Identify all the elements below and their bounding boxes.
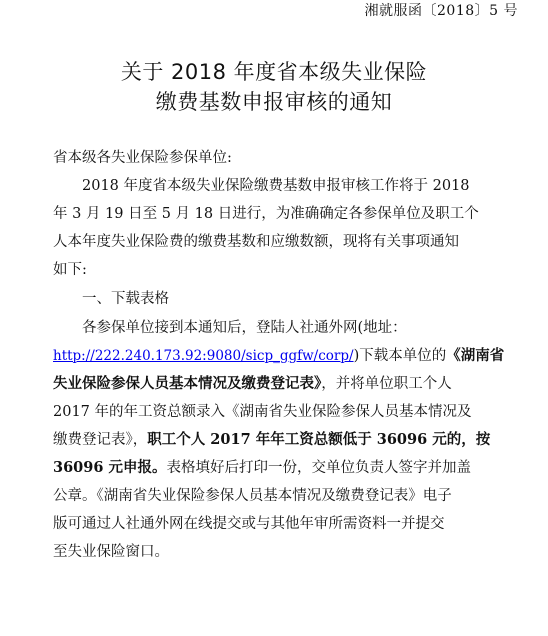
paragraph-2-line-2-text: )下载本单位的 (353, 348, 447, 364)
paragraph-2-line-7: 公章。《湖南省失业保险参保人员基本情况及缴费登记表》电子 (53, 488, 452, 504)
salary-threshold-bold: 职工个人 2017 年年工资总额低于 36096 元的，按 (147, 431, 491, 448)
title-line-1: 关于 2018 年度省本级失业保险 (120, 60, 428, 84)
paragraph-1-line-3: 人本年度失业保险费的缴费基数和应缴数额，现将有关事项通知 (53, 234, 459, 250)
title-line-2: 缴费基数申报审核的通知 (155, 90, 393, 114)
form-name-bold-start: 《湖南省 (446, 347, 505, 364)
paragraph-2-line-5 (53, 430, 490, 450)
salary-threshold-bold-end: 36096 元申报。 (53, 459, 167, 476)
paragraph-2-line-5-text: 缴费登记表》， (53, 432, 148, 448)
section-heading-download: 一、下载表格 (82, 291, 169, 307)
paragraph-2-line-9: 至失业保险窗口。 (53, 544, 169, 560)
paragraph-2-line-8: 版可通过人社通外网在线提交或与其他年审所需资料一并提交 (53, 516, 445, 532)
paragraph-2-line-3-text: ，并将单位职工个人 (321, 376, 452, 392)
paragraph-2-line-6-text: 表格填好后打印一份，交单位负责人签字并加盖 (166, 460, 471, 476)
paragraph-2-line-4: 2017 年的年工资总额录入《湖南省失业保险参保人员基本情况及 (53, 404, 472, 420)
paragraph-1-line-2: 年 3 月 19 日至 5 月 18 日进行，为准确确定各参保单位及职工个 (53, 206, 479, 222)
paragraph-2-line-6 (53, 458, 471, 478)
salutation: 省本级各失业保险参保单位: (53, 150, 232, 166)
form-name-bold-end: 失业保险参保人员基本情况及缴费登记表》 (53, 375, 322, 392)
paragraph-2-line-1: 各参保单位接到本通知后，登陆人社通外网(地址： (82, 320, 407, 336)
paragraph-1-line-1: 2018 年度省本级失业保险缴费基数申报审核工作将于 2018 (82, 178, 470, 194)
paragraph-2-line-3 (53, 374, 452, 394)
document-number: 湘就服函〔2018〕5 号 (364, 3, 518, 19)
download-url-link[interactable]: http://222.240.173.92:9080/sicp_ggfw/corp/ (53, 348, 354, 364)
paragraph-1-line-4: 如下: (53, 262, 87, 278)
paragraph-2-line-2 (53, 346, 504, 366)
